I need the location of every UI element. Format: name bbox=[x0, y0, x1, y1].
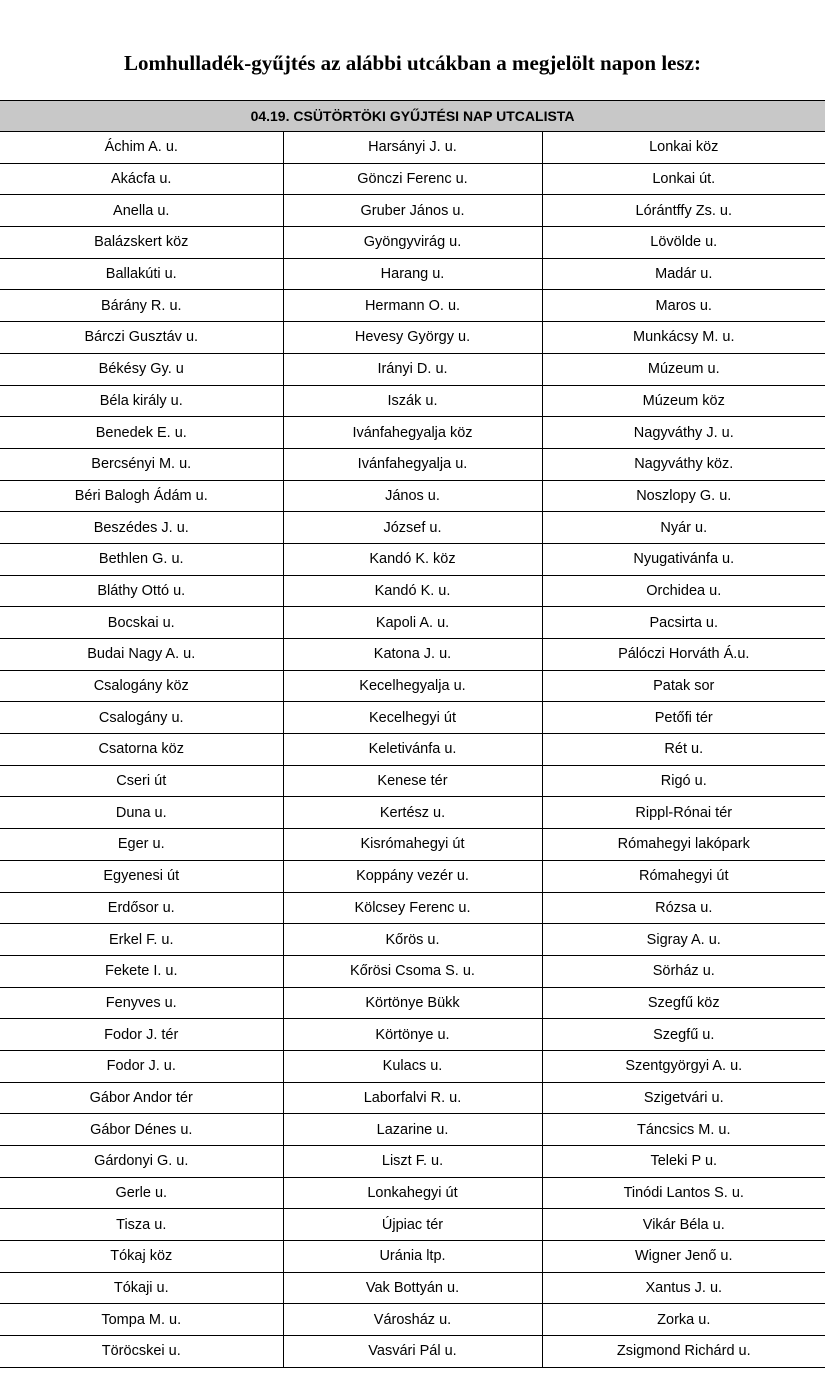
street-name-cell: Irányi D. u. bbox=[283, 353, 542, 385]
street-name-cell: Töröcskei u. bbox=[0, 1336, 283, 1368]
table-row bbox=[0, 417, 825, 449]
street-name-cell: Múzeum köz bbox=[542, 385, 825, 417]
table-row bbox=[0, 702, 825, 734]
street-name-cell: Gábor Dénes u. bbox=[0, 1114, 283, 1146]
street-name-cell: Csatorna köz bbox=[0, 734, 283, 766]
street-name-cell: Fekete I. u. bbox=[0, 955, 283, 987]
street-name-cell: Kenese tér bbox=[283, 765, 542, 797]
street-name-cell: Maros u. bbox=[542, 290, 825, 322]
street-name-cell: Patak sor bbox=[542, 670, 825, 702]
street-name-cell: Anella u. bbox=[0, 195, 283, 227]
table-row bbox=[0, 1241, 825, 1273]
table-row bbox=[0, 892, 825, 924]
table-row bbox=[0, 258, 825, 290]
street-name-cell: Liszt F. u. bbox=[283, 1146, 542, 1178]
table-row bbox=[0, 543, 825, 575]
street-name-cell: Katona J. u. bbox=[283, 639, 542, 671]
street-name-cell: Kandó K. köz bbox=[283, 543, 542, 575]
table-header-row bbox=[0, 101, 825, 132]
street-name-cell: Kertész u. bbox=[283, 797, 542, 829]
street-name-cell: József u. bbox=[283, 512, 542, 544]
street-name-cell: Gerle u. bbox=[0, 1177, 283, 1209]
street-rows bbox=[0, 132, 825, 1368]
table-row bbox=[0, 1050, 825, 1082]
street-name-cell: Bocskai u. bbox=[0, 607, 283, 639]
street-name-cell: Teleki P u. bbox=[542, 1146, 825, 1178]
table-row bbox=[0, 448, 825, 480]
street-name-cell: Gyöngyvirág u. bbox=[283, 227, 542, 259]
street-name-cell: Lövölde u. bbox=[542, 227, 825, 259]
table-row bbox=[0, 955, 825, 987]
table-row bbox=[0, 1336, 825, 1368]
table-row bbox=[0, 132, 825, 164]
street-name-cell: Szegfű köz bbox=[542, 987, 825, 1019]
street-table bbox=[0, 100, 825, 1368]
table-row bbox=[0, 860, 825, 892]
street-name-cell: Tinódi Lantos S. u. bbox=[542, 1177, 825, 1209]
street-name-cell: Tókaj köz bbox=[0, 1241, 283, 1273]
street-name-cell: Pálóczi Horváth Á.u. bbox=[542, 639, 825, 671]
street-name-cell: Rigó u. bbox=[542, 765, 825, 797]
street-name-cell: Erdősor u. bbox=[0, 892, 283, 924]
street-name-cell: Madár u. bbox=[542, 258, 825, 290]
street-name-cell: Kőrösi Csoma S. u. bbox=[283, 955, 542, 987]
street-name-cell: Vak Bottyán u. bbox=[283, 1272, 542, 1304]
street-name-cell: Koppány vezér u. bbox=[283, 860, 542, 892]
street-name-cell: Rózsa u. bbox=[542, 892, 825, 924]
street-name-cell: Harsányi J. u. bbox=[283, 132, 542, 164]
street-name-cell: Városház u. bbox=[283, 1304, 542, 1336]
street-name-cell: Áchim A. u. bbox=[0, 132, 283, 164]
street-name-cell: Tókaji u. bbox=[0, 1272, 283, 1304]
street-name-cell: Körtönye Bükk bbox=[283, 987, 542, 1019]
street-name-cell: Bláthy Ottó u. bbox=[0, 575, 283, 607]
street-name-cell: Kecelhegyi út bbox=[283, 702, 542, 734]
street-name-cell: Nagyváthy J. u. bbox=[542, 417, 825, 449]
table-row bbox=[0, 797, 825, 829]
street-name-cell: Uránia ltp. bbox=[283, 1241, 542, 1273]
street-name-cell: Ivánfahegyalja köz bbox=[283, 417, 542, 449]
street-name-cell: Békésy Gy. u bbox=[0, 353, 283, 385]
street-name-cell: Lonkai út. bbox=[542, 163, 825, 195]
street-name-cell: Duna u. bbox=[0, 797, 283, 829]
street-name-cell: Sigray A. u. bbox=[542, 924, 825, 956]
street-name-cell: Bárczi Gusztáv u. bbox=[0, 322, 283, 354]
street-name-cell: Bárány R. u. bbox=[0, 290, 283, 322]
table-row bbox=[0, 829, 825, 861]
street-name-cell: Gábor Andor tér bbox=[0, 1082, 283, 1114]
street-name-cell: Lonkahegyi út bbox=[283, 1177, 542, 1209]
table-row bbox=[0, 1272, 825, 1304]
street-name-cell: Gárdonyi G. u. bbox=[0, 1146, 283, 1178]
street-name-cell: Ballakúti u. bbox=[0, 258, 283, 290]
street-name-cell: Kapoli A. u. bbox=[283, 607, 542, 639]
street-name-cell: Iszák u. bbox=[283, 385, 542, 417]
street-name-cell: Rómahegyi lakópark bbox=[542, 829, 825, 861]
street-name-cell: Egyenesi út bbox=[0, 860, 283, 892]
street-name-cell: Munkácsy M. u. bbox=[542, 322, 825, 354]
street-name-cell: Zorka u. bbox=[542, 1304, 825, 1336]
street-name-cell: Tisza u. bbox=[0, 1209, 283, 1241]
street-name-cell: Kőrös u. bbox=[283, 924, 542, 956]
street-name-cell: Lazarine u. bbox=[283, 1114, 542, 1146]
street-name-cell: Rippl-Rónai tér bbox=[542, 797, 825, 829]
street-name-cell: Laborfalvi R. u. bbox=[283, 1082, 542, 1114]
street-name-cell: Rét u. bbox=[542, 734, 825, 766]
table-row bbox=[0, 163, 825, 195]
street-name-cell: Bercsényi M. u. bbox=[0, 448, 283, 480]
table-row bbox=[0, 765, 825, 797]
street-name-cell: Harang u. bbox=[283, 258, 542, 290]
street-name-cell: Béla király u. bbox=[0, 385, 283, 417]
table-row bbox=[0, 924, 825, 956]
table-row bbox=[0, 1304, 825, 1336]
street-name-cell: Hermann O. u. bbox=[283, 290, 542, 322]
page-title: Lomhulladék-gyűjtés az alábbi utcákban a megjelölt napon lesz: bbox=[124, 51, 701, 75]
table-row bbox=[0, 1082, 825, 1114]
street-name-cell: Körtönye u. bbox=[283, 1019, 542, 1051]
table-row bbox=[0, 195, 825, 227]
street-name-cell: Balázskert köz bbox=[0, 227, 283, 259]
street-name-cell: Cseri út bbox=[0, 765, 283, 797]
street-name-cell: Fodor J. tér bbox=[0, 1019, 283, 1051]
street-name-cell: Lórántffy Zs. u. bbox=[542, 195, 825, 227]
table-row bbox=[0, 1114, 825, 1146]
table-row bbox=[0, 512, 825, 544]
table-row bbox=[0, 322, 825, 354]
street-name-cell: Zsigmond Richárd u. bbox=[542, 1336, 825, 1368]
table-row bbox=[0, 290, 825, 322]
street-name-cell: Hevesy György u. bbox=[283, 322, 542, 354]
street-name-cell: Kecelhegyalja u. bbox=[283, 670, 542, 702]
street-name-cell: Rómahegyi út bbox=[542, 860, 825, 892]
street-name-cell: Csalogány köz bbox=[0, 670, 283, 702]
table-row bbox=[0, 607, 825, 639]
street-name-cell: János u. bbox=[283, 480, 542, 512]
street-name-cell: Kandó K. u. bbox=[283, 575, 542, 607]
street-name-cell: Orchidea u. bbox=[542, 575, 825, 607]
street-name-cell: Lonkai köz bbox=[542, 132, 825, 164]
street-name-cell: Nyugativánfa u. bbox=[542, 543, 825, 575]
street-name-cell: Béri Balogh Ádám u. bbox=[0, 480, 283, 512]
street-name-cell: Csalogány u. bbox=[0, 702, 283, 734]
table-row bbox=[0, 227, 825, 259]
table-row bbox=[0, 353, 825, 385]
street-name-cell: Noszlopy G. u. bbox=[542, 480, 825, 512]
street-name-cell: Nyár u. bbox=[542, 512, 825, 544]
street-name-cell: Benedek E. u. bbox=[0, 417, 283, 449]
street-name-cell: Bethlen G. u. bbox=[0, 543, 283, 575]
street-name-cell: Vikár Béla u. bbox=[542, 1209, 825, 1241]
street-name-cell: Gönczi Ferenc u. bbox=[283, 163, 542, 195]
street-name-cell: Táncsics M. u. bbox=[542, 1114, 825, 1146]
street-name-cell: Petőfi tér bbox=[542, 702, 825, 734]
street-name-cell: Újpiac tér bbox=[283, 1209, 542, 1241]
table-row bbox=[0, 639, 825, 671]
street-name-cell: Sörház u. bbox=[542, 955, 825, 987]
street-name-cell: Múzeum u. bbox=[542, 353, 825, 385]
street-name-cell: Szigetvári u. bbox=[542, 1082, 825, 1114]
street-name-cell: Beszédes J. u. bbox=[0, 512, 283, 544]
street-name-cell: Kulacs u. bbox=[283, 1050, 542, 1082]
table-row bbox=[0, 1177, 825, 1209]
table-row bbox=[0, 1019, 825, 1051]
street-name-cell: Budai Nagy A. u. bbox=[0, 639, 283, 671]
street-name-cell: Wigner Jenő u. bbox=[542, 1241, 825, 1273]
table-row bbox=[0, 670, 825, 702]
street-name-cell: Gruber János u. bbox=[283, 195, 542, 227]
table-row bbox=[0, 575, 825, 607]
street-name-cell: Szentgyörgyi A. u. bbox=[542, 1050, 825, 1082]
street-name-cell: Pacsirta u. bbox=[542, 607, 825, 639]
street-name-cell: Kölcsey Ferenc u. bbox=[283, 892, 542, 924]
street-name-cell: Erkel F. u. bbox=[0, 924, 283, 956]
street-name-cell: Ivánfahegyalja u. bbox=[283, 448, 542, 480]
street-name-cell: Akácfa u. bbox=[0, 163, 283, 195]
street-name-cell: Eger u. bbox=[0, 829, 283, 861]
table-row bbox=[0, 734, 825, 766]
table-row bbox=[0, 385, 825, 417]
street-name-cell: Fodor J. u. bbox=[0, 1050, 283, 1082]
table-row bbox=[0, 987, 825, 1019]
table-header: 04.19. CSÜTÖRTÖKI GYŰJTÉSI NAP UTCALISTA bbox=[0, 101, 825, 132]
table-row bbox=[0, 1146, 825, 1178]
street-name-cell: Kisrómahegyi út bbox=[283, 829, 542, 861]
street-name-cell: Nagyváthy köz. bbox=[542, 448, 825, 480]
street-name-cell: Vasvári Pál u. bbox=[283, 1336, 542, 1368]
street-name-cell: Szegfű u. bbox=[542, 1019, 825, 1051]
street-name-cell: Fenyves u. bbox=[0, 987, 283, 1019]
street-name-cell: Tompa M. u. bbox=[0, 1304, 283, 1336]
street-name-cell: Xantus J. u. bbox=[542, 1272, 825, 1304]
street-name-cell: Keletivánfa u. bbox=[283, 734, 542, 766]
table-row bbox=[0, 480, 825, 512]
table-row bbox=[0, 1209, 825, 1241]
